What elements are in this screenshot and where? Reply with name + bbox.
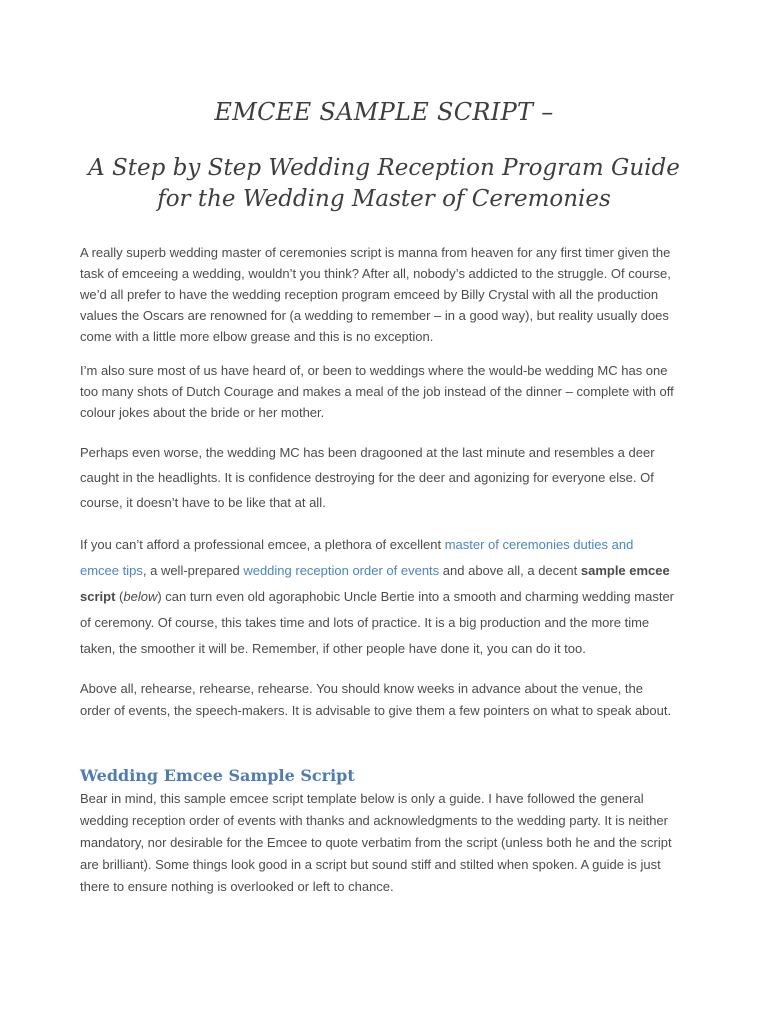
bold-sample-emcee-script: sample emcee script (80, 563, 670, 604)
paragraph-affording-emcee-text: ( (115, 589, 124, 604)
link-master-of-ceremonies-duties[interactable]: master of ceremonies duties and emcee tips (80, 537, 634, 578)
paragraph-rehearse: Above all, rehearse, rehearse, rehearse. You should know weeks in advance about the venue, the order of events, the speech-makers. It is advisable to give them a few pointers on what to speak about. (80, 681, 672, 718)
paragraph-intro: A really superb wedding master of ceremonies script is manna from heaven for any first timer given the task of emceeing a wedding, wouldn’t you think? After all, nobody’s addicted to the struggle. Of course, we’d all prefer to have the wedding reception program emceed by Billy Crystal with all the production values the Oscars are renowned for (a wedding to remember – in a good way), but reality usually does come with a little more elbow grease and this is no exception. (80, 245, 671, 344)
paragraph-heard-of: I’m also sure most of us have heard of, or been to weddings where the would-be wedding MC has one too many shots of Dutch Courage and makes a meal of the job instead of the dinner – complete with off colour jokes about the bride or her mother. (80, 363, 674, 420)
document-title: EMCEE SAMPLE SCRIPT – (214, 98, 554, 126)
section-heading-wedding-emcee-sample-script: Wedding Emcee Sample Script (80, 766, 355, 785)
paragraph-affording-emcee (80, 532, 675, 662)
paragraph-affording-emcee-text: and above all, a decent (439, 563, 581, 578)
paragraph-guide-note: Bear in mind, this sample emcee script template below is only a guide. I have followed the general wedding reception order of events with thanks and acknowledgments to the wedding party. It is neither mandatory, nor desirable for the Emcee to quote verbatim from the script (unless both he and the script are brilliant). Some things look good in a script but sound stiff and stilted when spoken. A guide is just there to ensure nothing is overlooked or left to chance. (80, 791, 672, 894)
paragraph-affording-emcee-text: If you can’t afford a professional emcee, a plethora of excellent (80, 537, 445, 552)
document-subtitle-line-1: A Step by Step Wedding Reception Program Guide (88, 155, 680, 181)
paragraph-affording-emcee-text: ) can turn even old agoraphobic Uncle Bertie into a smooth and charming wedding master of ceremony. Of course, this takes time and lots of practice. It is a big production and the more time taken, the smoother it will be. Remember, if other people have done it, you can do it too. (80, 589, 675, 656)
paragraph-affording-emcee-text: , a well-prepared (142, 563, 244, 578)
italic-below: below (123, 589, 158, 604)
paragraph-dragooned: Perhaps even worse, the wedding MC has been dragooned at the last minute and resembles a deer caught in the headlights. It is confidence destroying for the deer and agonizing for everyone else. Of course, it doesn’t have to be like that at all. (80, 445, 655, 510)
link-wedding-reception-order-of-events[interactable]: wedding reception order of events (243, 563, 440, 578)
document-subtitle (0, 153, 768, 215)
document-body (80, 242, 675, 898)
document-subtitle-line-2: for the Wedding Master of Ceremonies (157, 186, 611, 212)
